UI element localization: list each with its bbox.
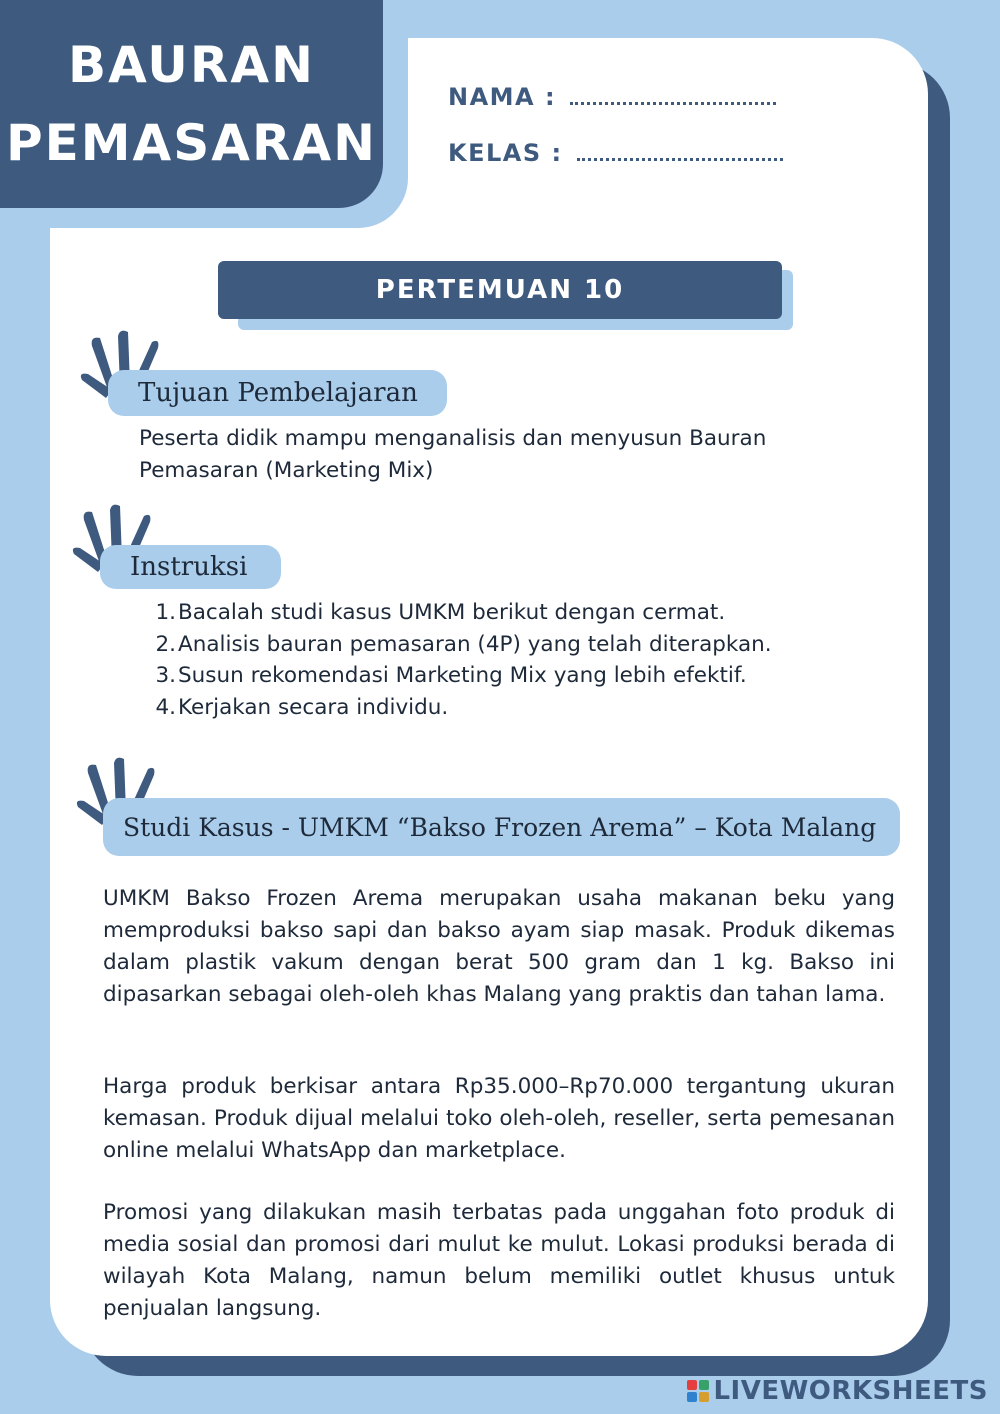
section-heading-studi-kasus [103, 798, 900, 856]
studi-kasus-paragraph3: Promosi yang dilakukan masih terbatas pada unggahan foto produk di media sosial dan promosi dari mulut ke mulut. Lokasi produksi berada di wilayah Kota Malang, namun belum memiliki outlet khusus untuk penjualan langsung. [103, 1200, 895, 1321]
list-number: 2. [155, 631, 176, 657]
section-heading-instruksi [100, 545, 281, 589]
list-item [150, 629, 772, 661]
nama-label: NAMA : [448, 83, 557, 111]
studi-kasus-heading: Studi Kasus - UMKM “Bakso Frozen Arema” – Kota Malang [123, 812, 877, 842]
list-item [150, 597, 772, 629]
meeting-label: PERTEMUAN 10 [375, 275, 625, 305]
list-item [150, 660, 772, 692]
instruksi-heading: Instruksi [130, 552, 248, 582]
list-number: 4. [155, 694, 176, 720]
tujuan-heading: Tujuan Pembelajaran [138, 378, 418, 408]
liveworksheets-logo-icon [687, 1380, 709, 1402]
instruksi-list [150, 597, 772, 723]
tujuan-text [139, 423, 766, 487]
title-block [0, 0, 383, 208]
nama-row [448, 82, 776, 111]
tujuan-line2: Pemasaran (Marketing Mix) [139, 458, 434, 483]
page-title-line1: BAURAN [68, 36, 315, 94]
list-item [150, 692, 772, 724]
studi-kasus-paragraph2: Harga produk berkisar antara Rp35.000–Rp70.000 tergantung ukuran kemasan. Produk dijual melalui toko oleh-oleh, reseller, serta pemesanan online melalui WhatsApp dan marketplace. [103, 1074, 895, 1163]
nama-field[interactable] [570, 82, 776, 105]
list-text: Kerjakan secara individu. [178, 694, 449, 720]
list-text: Analisis bauran pemasaran (4P) yang telah diterapkan. [178, 631, 772, 657]
page-title-line2: PEMASARAN [5, 114, 377, 172]
kelas-row [448, 138, 783, 167]
tujuan-line1: Peserta didik mampu menganalisis dan menyusun Bauran [139, 426, 767, 451]
meeting-bar [218, 261, 782, 319]
list-text: Bacalah studi kasus UMKM berikut dengan cermat. [178, 600, 726, 625]
kelas-label: KELAS : [448, 139, 563, 167]
section-heading-tujuan [108, 370, 447, 416]
kelas-field[interactable] [577, 138, 783, 161]
list-text: Susun rekomendasi Marketing Mix yang lebih efektif. [178, 663, 747, 688]
footer-logo[interactable] [687, 1376, 988, 1406]
studi-kasus-paragraph1: UMKM Bakso Frozen Arema merupakan usaha makanan beku yang memproduksi bakso sapi dan bakso ayam siap masak. Produk dikemas dalam plastik vakum dengan berat 500 gram dan 1 kg. Bakso ini dipasarkan sebagai oleh-oleh khas Malang yang praktis dan tahan lama. [103, 886, 895, 1007]
footer-brand: LIVEWORKSHEETS [713, 1376, 988, 1406]
list-number: 3. [155, 663, 176, 688]
list-number: 1. [155, 600, 176, 625]
